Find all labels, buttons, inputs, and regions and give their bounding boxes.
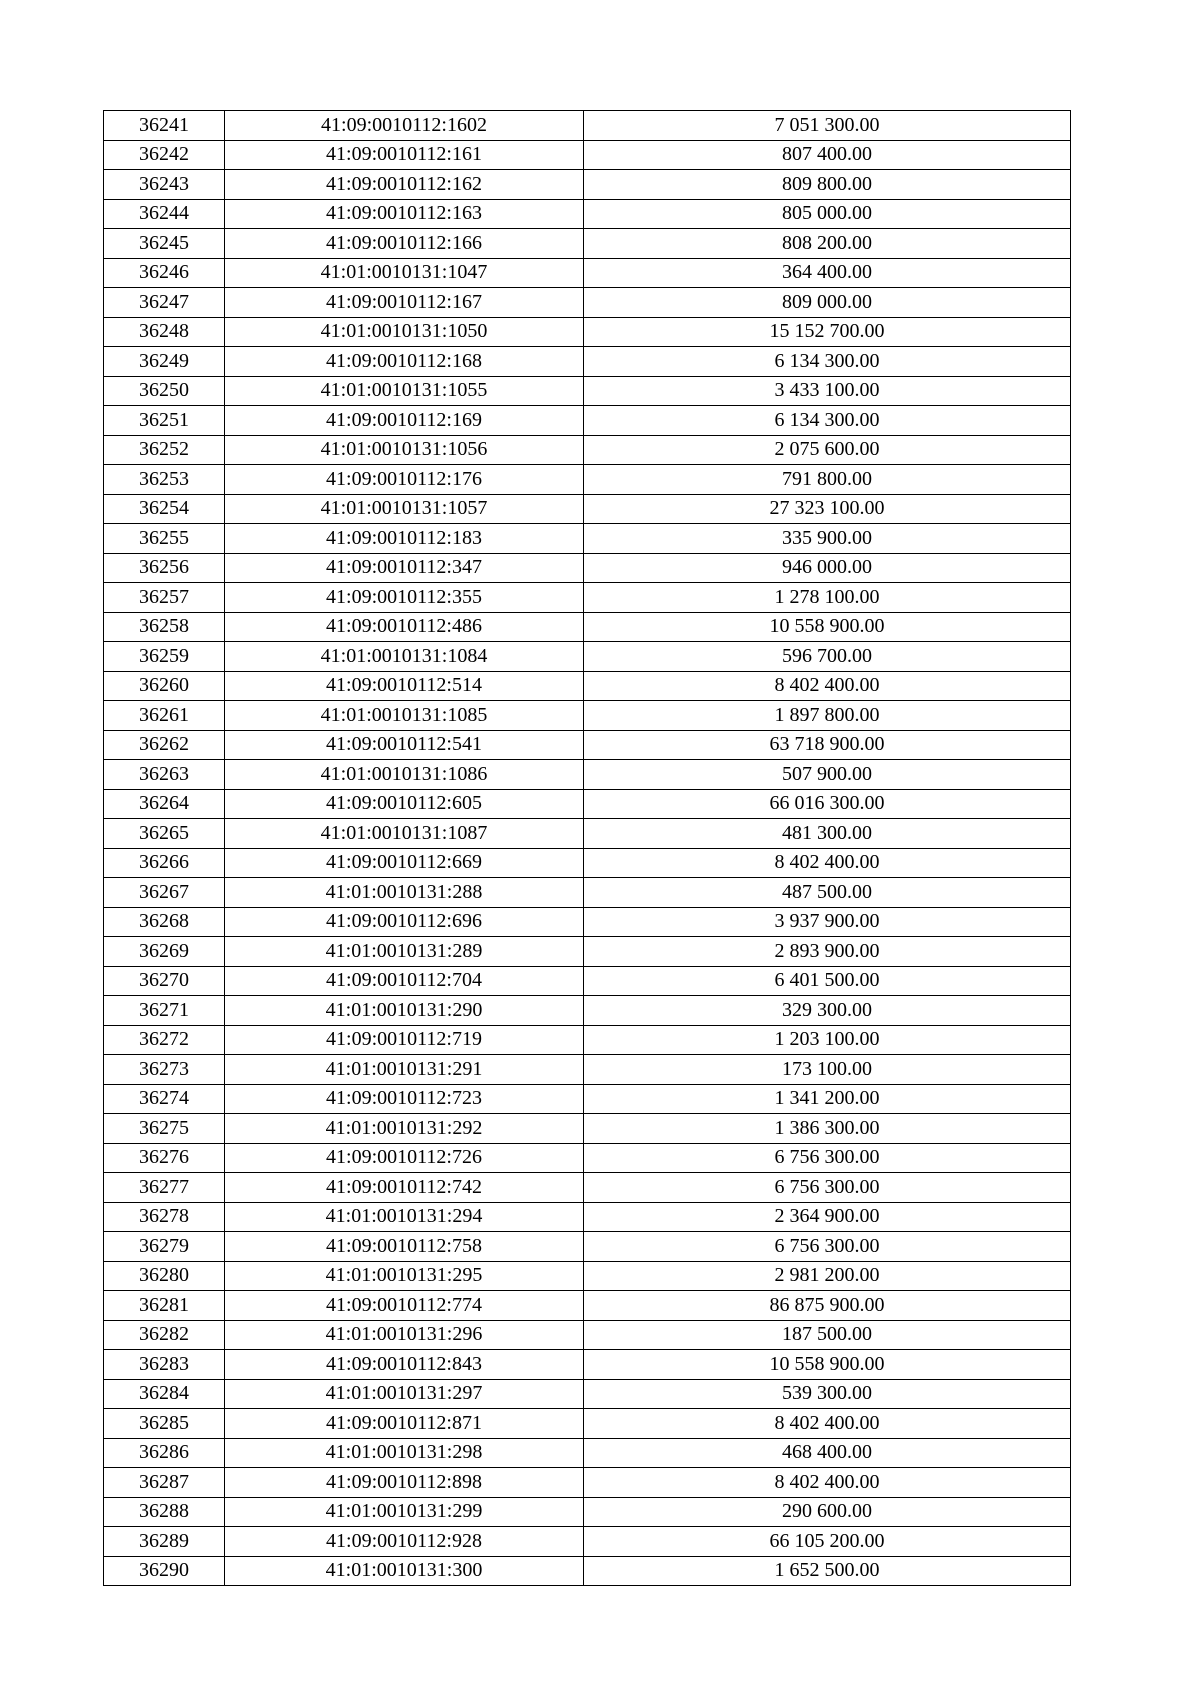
- cadastral-value-cell: 539 300.00: [584, 1379, 1071, 1409]
- table-row: [104, 1320, 1071, 1350]
- row-number-cell: 36287: [104, 1468, 225, 1498]
- cadastral-number-cell: 41:09:0010112:183: [225, 524, 584, 554]
- cadastral-value-cell: 1 203 100.00: [584, 1025, 1071, 1055]
- cadastral-value-cell: 2 364 900.00: [584, 1202, 1071, 1232]
- row-number-cell: 36264: [104, 789, 225, 819]
- cadastral-value-cell: 27 323 100.00: [584, 494, 1071, 524]
- row-number-cell: 36262: [104, 730, 225, 760]
- cadastral-number-cell: 41:09:0010112:928: [225, 1527, 584, 1557]
- cadastral-value-cell: 173 100.00: [584, 1055, 1071, 1085]
- cadastral-value-cell: 1 386 300.00: [584, 1114, 1071, 1144]
- cadastral-number-cell: 41:09:0010112:843: [225, 1350, 584, 1380]
- table-row: [104, 996, 1071, 1026]
- cadastral-number-cell: 41:09:0010112:541: [225, 730, 584, 760]
- row-number-cell: 36281: [104, 1291, 225, 1321]
- table-row: [104, 1084, 1071, 1114]
- row-number-cell: 36254: [104, 494, 225, 524]
- cadastral-value-cell: 507 900.00: [584, 760, 1071, 790]
- row-number-cell: 36285: [104, 1409, 225, 1439]
- table-row: [104, 258, 1071, 288]
- cadastral-number-cell: 41:09:0010112:871: [225, 1409, 584, 1439]
- cadastral-number-cell: 41:01:0010131:294: [225, 1202, 584, 1232]
- cadastral-number-cell: 41:01:0010131:1086: [225, 760, 584, 790]
- cadastral-value-cell: 2 075 600.00: [584, 435, 1071, 465]
- table-row: [104, 465, 1071, 495]
- cadastral-value-cell: 946 000.00: [584, 553, 1071, 583]
- table-row: [104, 229, 1071, 259]
- row-number-cell: 36270: [104, 966, 225, 996]
- table-row: [104, 1438, 1071, 1468]
- cadastral-number-cell: 41:01:0010131:299: [225, 1497, 584, 1527]
- cadastral-number-cell: 41:01:0010131:300: [225, 1556, 584, 1586]
- cadastral-number-cell: 41:01:0010131:288: [225, 878, 584, 908]
- cadastral-value-cell: 805 000.00: [584, 199, 1071, 229]
- row-number-cell: 36276: [104, 1143, 225, 1173]
- row-number-cell: 36271: [104, 996, 225, 1026]
- row-number-cell: 36245: [104, 229, 225, 259]
- cadastral-value-cell: 66 105 200.00: [584, 1527, 1071, 1557]
- cadastral-value-cell: 66 016 300.00: [584, 789, 1071, 819]
- row-number-cell: 36284: [104, 1379, 225, 1409]
- row-number-cell: 36244: [104, 199, 225, 229]
- cadastral-value-table: [103, 110, 1071, 1586]
- cadastral-number-cell: 41:01:0010131:296: [225, 1320, 584, 1350]
- table-row: [104, 1468, 1071, 1498]
- cadastral-number-cell: 41:01:0010131:1047: [225, 258, 584, 288]
- cadastral-number-cell: 41:01:0010131:295: [225, 1261, 584, 1291]
- cadastral-number-cell: 41:01:0010131:1057: [225, 494, 584, 524]
- cadastral-number-cell: 41:09:0010112:696: [225, 907, 584, 937]
- row-number-cell: 36250: [104, 376, 225, 406]
- cadastral-number-cell: 41:09:0010112:719: [225, 1025, 584, 1055]
- cadastral-value-cell: 791 800.00: [584, 465, 1071, 495]
- cadastral-number-cell: 41:09:0010112:162: [225, 170, 584, 200]
- cadastral-value-cell: 329 300.00: [584, 996, 1071, 1026]
- row-number-cell: 36286: [104, 1438, 225, 1468]
- table-row: [104, 819, 1071, 849]
- table-row: [104, 140, 1071, 170]
- table-row: [104, 583, 1071, 613]
- table-row: [104, 170, 1071, 200]
- cadastral-number-cell: 41:09:0010112:669: [225, 848, 584, 878]
- row-number-cell: 36278: [104, 1202, 225, 1232]
- table-body: [104, 111, 1071, 1586]
- cadastral-value-cell: 3 433 100.00: [584, 376, 1071, 406]
- row-number-cell: 36263: [104, 760, 225, 790]
- cadastral-number-cell: 41:09:0010112:704: [225, 966, 584, 996]
- cadastral-number-cell: 41:09:0010112:514: [225, 671, 584, 701]
- cadastral-number-cell: 41:01:0010131:1085: [225, 701, 584, 731]
- cadastral-number-cell: 41:01:0010131:289: [225, 937, 584, 967]
- row-number-cell: 36268: [104, 907, 225, 937]
- row-number-cell: 36260: [104, 671, 225, 701]
- row-number-cell: 36269: [104, 937, 225, 967]
- row-number-cell: 36274: [104, 1084, 225, 1114]
- cadastral-value-cell: 2 981 200.00: [584, 1261, 1071, 1291]
- cadastral-value-cell: 7 051 300.00: [584, 111, 1071, 141]
- cadastral-number-cell: 41:09:0010112:774: [225, 1291, 584, 1321]
- row-number-cell: 36290: [104, 1556, 225, 1586]
- cadastral-number-cell: 41:09:0010112:347: [225, 553, 584, 583]
- table-row: [104, 642, 1071, 672]
- row-number-cell: 36249: [104, 347, 225, 377]
- cadastral-value-cell: 1 897 800.00: [584, 701, 1071, 731]
- cadastral-number-cell: 41:09:0010112:168: [225, 347, 584, 377]
- cadastral-value-cell: 2 893 900.00: [584, 937, 1071, 967]
- table-row: [104, 612, 1071, 642]
- table-row: [104, 760, 1071, 790]
- cadastral-value-cell: 6 134 300.00: [584, 406, 1071, 436]
- cadastral-value-cell: 15 152 700.00: [584, 317, 1071, 347]
- table-row: [104, 553, 1071, 583]
- row-number-cell: 36253: [104, 465, 225, 495]
- table-row: [104, 848, 1071, 878]
- row-number-cell: 36288: [104, 1497, 225, 1527]
- cadastral-value-cell: 8 402 400.00: [584, 1409, 1071, 1439]
- table-row: [104, 111, 1071, 141]
- row-number-cell: 36258: [104, 612, 225, 642]
- cadastral-value-cell: 290 600.00: [584, 1497, 1071, 1527]
- row-number-cell: 36289: [104, 1527, 225, 1557]
- row-number-cell: 36259: [104, 642, 225, 672]
- row-number-cell: 36256: [104, 553, 225, 583]
- table-row: [104, 878, 1071, 908]
- cadastral-value-cell: 6 756 300.00: [584, 1232, 1071, 1262]
- table-row: [104, 1114, 1071, 1144]
- cadastral-value-cell: 596 700.00: [584, 642, 1071, 672]
- cadastral-number-cell: 41:01:0010131:1084: [225, 642, 584, 672]
- cadastral-number-cell: 41:09:0010112:742: [225, 1173, 584, 1203]
- row-number-cell: 36247: [104, 288, 225, 318]
- cadastral-value-cell: 63 718 900.00: [584, 730, 1071, 760]
- row-number-cell: 36282: [104, 1320, 225, 1350]
- table-row: [104, 1497, 1071, 1527]
- row-number-cell: 36248: [104, 317, 225, 347]
- cadastral-number-cell: 41:01:0010131:1055: [225, 376, 584, 406]
- table-row: [104, 199, 1071, 229]
- table-row: [104, 1379, 1071, 1409]
- cadastral-value-cell: 481 300.00: [584, 819, 1071, 849]
- cadastral-number-cell: 41:01:0010131:291: [225, 1055, 584, 1085]
- table-row: [104, 730, 1071, 760]
- table-row: [104, 1350, 1071, 1380]
- cadastral-value-cell: 6 401 500.00: [584, 966, 1071, 996]
- cadastral-value-cell: 10 558 900.00: [584, 612, 1071, 642]
- cadastral-value-cell: 8 402 400.00: [584, 848, 1071, 878]
- cadastral-value-cell: 468 400.00: [584, 1438, 1071, 1468]
- row-number-cell: 36265: [104, 819, 225, 849]
- cadastral-value-cell: 86 875 900.00: [584, 1291, 1071, 1321]
- cadastral-number-cell: 41:09:0010112:176: [225, 465, 584, 495]
- table-row: [104, 347, 1071, 377]
- cadastral-number-cell: 41:01:0010131:298: [225, 1438, 584, 1468]
- row-number-cell: 36241: [104, 111, 225, 141]
- row-number-cell: 36251: [104, 406, 225, 436]
- row-number-cell: 36255: [104, 524, 225, 554]
- row-number-cell: 36261: [104, 701, 225, 731]
- cadastral-value-cell: 8 402 400.00: [584, 671, 1071, 701]
- row-number-cell: 36266: [104, 848, 225, 878]
- cadastral-value-cell: 807 400.00: [584, 140, 1071, 170]
- cadastral-value-cell: 364 400.00: [584, 258, 1071, 288]
- cadastral-value-cell: 1 278 100.00: [584, 583, 1071, 613]
- row-number-cell: 36257: [104, 583, 225, 613]
- table-row: [104, 966, 1071, 996]
- cadastral-number-cell: 41:01:0010131:297: [225, 1379, 584, 1409]
- table-row: [104, 1055, 1071, 1085]
- row-number-cell: 36267: [104, 878, 225, 908]
- row-number-cell: 36283: [104, 1350, 225, 1380]
- cadastral-number-cell: 41:09:0010112:166: [225, 229, 584, 259]
- cadastral-number-cell: 41:09:0010112:605: [225, 789, 584, 819]
- table-row: [104, 1232, 1071, 1262]
- table-row: [104, 288, 1071, 318]
- cadastral-number-cell: 41:01:0010131:292: [225, 1114, 584, 1144]
- cadastral-number-cell: 41:09:0010112:167: [225, 288, 584, 318]
- cadastral-value-cell: 6 756 300.00: [584, 1173, 1071, 1203]
- cadastral-number-cell: 41:01:0010131:1087: [225, 819, 584, 849]
- cadastral-value-cell: 808 200.00: [584, 229, 1071, 259]
- cadastral-value-cell: 8 402 400.00: [584, 1468, 1071, 1498]
- table-row: [104, 317, 1071, 347]
- table-row: [104, 1173, 1071, 1203]
- cadastral-value-cell: 1 652 500.00: [584, 1556, 1071, 1586]
- table-row: [104, 789, 1071, 819]
- cadastral-number-cell: 41:09:0010112:355: [225, 583, 584, 613]
- cadastral-value-cell: 809 000.00: [584, 288, 1071, 318]
- row-number-cell: 36272: [104, 1025, 225, 1055]
- cadastral-number-cell: 41:01:0010131:1050: [225, 317, 584, 347]
- cadastral-number-cell: 41:09:0010112:1602: [225, 111, 584, 141]
- cadastral-value-cell: 187 500.00: [584, 1320, 1071, 1350]
- row-number-cell: 36252: [104, 435, 225, 465]
- cadastral-number-cell: 41:01:0010131:290: [225, 996, 584, 1026]
- table-row: [104, 701, 1071, 731]
- table-row: [104, 406, 1071, 436]
- cadastral-number-cell: 41:09:0010112:169: [225, 406, 584, 436]
- table-row: [104, 1291, 1071, 1321]
- table-row: [104, 1556, 1071, 1586]
- cadastral-value-cell: 10 558 900.00: [584, 1350, 1071, 1380]
- row-number-cell: 36242: [104, 140, 225, 170]
- table-row: [104, 907, 1071, 937]
- row-number-cell: 36246: [104, 258, 225, 288]
- table-row: [104, 435, 1071, 465]
- table-row: [104, 1143, 1071, 1173]
- row-number-cell: 36280: [104, 1261, 225, 1291]
- row-number-cell: 36277: [104, 1173, 225, 1203]
- cadastral-number-cell: 41:09:0010112:486: [225, 612, 584, 642]
- table-row: [104, 524, 1071, 554]
- cadastral-value-cell: 1 341 200.00: [584, 1084, 1071, 1114]
- row-number-cell: 36279: [104, 1232, 225, 1262]
- table-row: [104, 1261, 1071, 1291]
- table-row: [104, 1025, 1071, 1055]
- cadastral-value-cell: 487 500.00: [584, 878, 1071, 908]
- table-row: [104, 376, 1071, 406]
- cadastral-number-cell: 41:09:0010112:758: [225, 1232, 584, 1262]
- table-row: [104, 494, 1071, 524]
- table-row: [104, 671, 1071, 701]
- cadastral-value-cell: 6 756 300.00: [584, 1143, 1071, 1173]
- cadastral-value-cell: 3 937 900.00: [584, 907, 1071, 937]
- cadastral-number-cell: 41:09:0010112:161: [225, 140, 584, 170]
- cadastral-value-cell: 809 800.00: [584, 170, 1071, 200]
- cadastral-number-cell: 41:09:0010112:898: [225, 1468, 584, 1498]
- cadastral-number-cell: 41:09:0010112:163: [225, 199, 584, 229]
- cadastral-number-cell: 41:09:0010112:723: [225, 1084, 584, 1114]
- cadastral-value-cell: 335 900.00: [584, 524, 1071, 554]
- row-number-cell: 36243: [104, 170, 225, 200]
- cadastral-number-cell: 41:01:0010131:1056: [225, 435, 584, 465]
- cadastral-value-cell: 6 134 300.00: [584, 347, 1071, 377]
- table-row: [104, 1202, 1071, 1232]
- table-row: [104, 937, 1071, 967]
- table-row: [104, 1409, 1071, 1439]
- row-number-cell: 36275: [104, 1114, 225, 1144]
- cadastral-number-cell: 41:09:0010112:726: [225, 1143, 584, 1173]
- row-number-cell: 36273: [104, 1055, 225, 1085]
- table-row: [104, 1527, 1071, 1557]
